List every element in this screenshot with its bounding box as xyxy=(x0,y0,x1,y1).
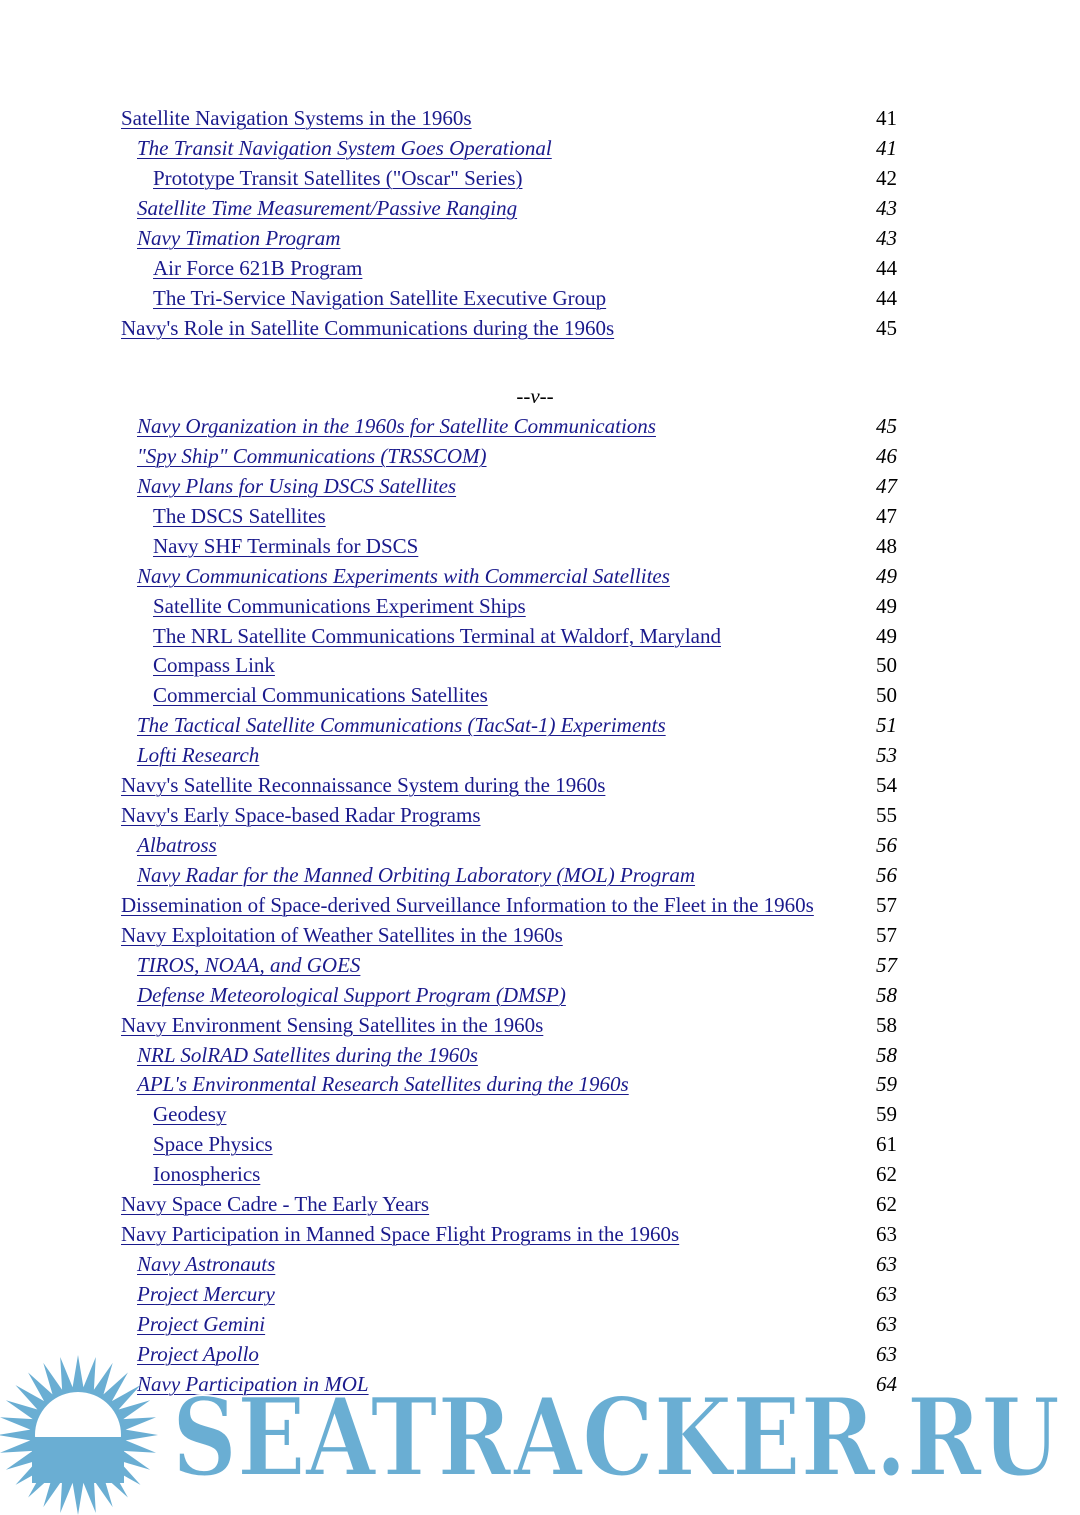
toc-entry[interactable] xyxy=(0,163,1080,193)
toc-entry[interactable] xyxy=(0,770,1080,800)
toc-entry-link[interactable]: Navy SHF Terminals for DSCS xyxy=(153,533,419,558)
toc-entry-link[interactable]: Navy Communications Experiments with Commercial Satellites xyxy=(137,563,670,588)
toc-entry-link[interactable]: Dissemination of Space-derived Surveillance Information to the Fleet in the 1960s xyxy=(121,892,814,917)
toc-entry-link[interactable]: Project Gemini xyxy=(137,1311,266,1336)
toc-entry[interactable] xyxy=(0,441,1080,471)
toc-entry[interactable] xyxy=(0,283,1080,313)
toc-entry-link[interactable]: Navy Environment Sensing Satellites in the 1960s xyxy=(121,1012,544,1037)
toc-entry-link[interactable]: Compass Link xyxy=(153,653,275,678)
toc-entry-page-number: 56 xyxy=(876,833,897,858)
toc-entry[interactable] xyxy=(0,1040,1080,1070)
toc-entry-link[interactable]: Space Physics xyxy=(153,1132,273,1157)
toc-entry-page-number: 64 xyxy=(876,1371,897,1396)
toc-entry-page-number: 42 xyxy=(876,165,897,190)
toc-entry-link[interactable]: Satellite Navigation Systems in the 1960s xyxy=(121,106,472,130)
toc-entry-link[interactable]: The Tri-Service Navigation Satellite Executive Group xyxy=(153,285,607,310)
toc-entry-page-number: 63 xyxy=(876,1252,897,1277)
toc-entry-link[interactable]: "Spy Ship" Communications (TRSSCOM) xyxy=(137,443,487,468)
toc-entry-link[interactable]: The Tactical Satellite Communications (TacSat-1) Experiments xyxy=(137,713,666,738)
toc-entry-link[interactable]: Navy's Role in Satellite Communications during the 1960s xyxy=(121,315,615,340)
sun-horizon xyxy=(32,1437,124,1483)
toc-entry-page-number: 50 xyxy=(876,683,897,708)
toc-entry-page-number: 57 xyxy=(876,952,897,977)
toc-entry-link[interactable]: Satellite Time Measurement/Passive Ranging xyxy=(137,195,518,220)
toc-entry-page-number: 49 xyxy=(876,593,897,618)
toc-entry[interactable] xyxy=(0,1219,1080,1249)
toc-entry-link[interactable]: Albatross xyxy=(137,833,217,858)
sun-burst-icon xyxy=(0,1355,158,1515)
toc-entry-page-number: 43 xyxy=(876,195,897,220)
toc-entry-page-number: 62 xyxy=(876,1162,897,1187)
toc-entry[interactable] xyxy=(0,1249,1080,1279)
toc-entry-link[interactable]: Navy Space Cadre - The Early Years xyxy=(121,1192,430,1217)
toc-entry-page-number: 55 xyxy=(876,803,897,828)
toc-entry-page-number: 44 xyxy=(876,255,897,280)
toc-entry-page-number: 62 xyxy=(876,1192,897,1217)
toc-entry[interactable] xyxy=(0,860,1080,890)
toc-entry[interactable] xyxy=(0,1309,1080,1339)
page-number-marker xyxy=(0,381,1070,411)
toc-entry[interactable] xyxy=(0,920,1080,950)
toc-entry-link[interactable]: Navy Plans for Using DSCS Satellites xyxy=(137,473,457,498)
toc-entry-page-number: 43 xyxy=(876,225,897,250)
toc-entry-link[interactable]: Geodesy xyxy=(153,1102,227,1127)
toc-entry-page-number: 57 xyxy=(876,892,897,917)
toc-entry-page-number: 47 xyxy=(876,473,897,498)
page-marker-prefix: -- xyxy=(516,384,531,408)
toc-entry-link[interactable]: The Transit Navigation System Goes Operational xyxy=(137,135,552,160)
toc-entry-page-number: 41 xyxy=(876,135,897,160)
toc-entry-page-number: 46 xyxy=(876,443,897,468)
toc-entry-page-number: 63 xyxy=(876,1341,897,1366)
toc-entry[interactable] xyxy=(0,103,1080,133)
toc-entry[interactable] xyxy=(0,193,1080,223)
toc-entry[interactable] xyxy=(0,1159,1080,1189)
toc-entry-page-number: 45 xyxy=(876,315,897,340)
toc-entry-page-number: 44 xyxy=(876,285,897,310)
toc-entry[interactable] xyxy=(0,650,1080,680)
toc-entry-link[interactable]: The NRL Satellite Communications Terminal at Waldorf, Maryland xyxy=(153,623,721,648)
toc-entry[interactable] xyxy=(0,411,1080,441)
toc-entry[interactable] xyxy=(0,890,1080,920)
toc-entry[interactable] xyxy=(0,680,1080,710)
toc-entry-link[interactable]: APL's Environmental Research Satellites during the 1960s xyxy=(137,1072,629,1097)
toc-entry-link[interactable]: Navy Exploitation of Weather Satellites in the 1960s xyxy=(121,922,563,947)
toc-entry-page-number: 54 xyxy=(876,773,897,798)
toc-entry-link[interactable]: Commercial Communications Satellites xyxy=(153,683,488,708)
toc-entry[interactable] xyxy=(0,531,1080,561)
toc-entry[interactable] xyxy=(0,561,1080,591)
toc-entry-link[interactable]: Project Apollo xyxy=(137,1341,259,1366)
toc-entry-link[interactable]: Defense Meteorological Support Program (DMSP) xyxy=(137,982,566,1007)
watermark-graphic xyxy=(0,1355,1080,1515)
toc-entry-link[interactable]: Navy Timation Program xyxy=(137,225,341,250)
toc-entry[interactable] xyxy=(0,1189,1080,1219)
toc-entry-link[interactable]: TIROS, NOAA, and GOES xyxy=(137,952,361,977)
toc-entry[interactable] xyxy=(0,1279,1080,1309)
toc-entry-link[interactable]: Satellite Communications Experiment Ships xyxy=(153,593,526,618)
toc-entry-link[interactable]: The DSCS Satellites xyxy=(153,503,326,528)
toc-entry-page-number: 56 xyxy=(876,862,897,887)
toc-entry-page-number: 45 xyxy=(876,414,897,438)
toc-entry[interactable] xyxy=(0,800,1080,830)
toc-entry-page-number: 50 xyxy=(876,653,897,678)
toc-entry-page-number: 58 xyxy=(876,1012,897,1037)
toc-entry-link[interactable]: Navy's Early Space-based Radar Programs xyxy=(121,803,481,828)
toc-entry-page-number: 49 xyxy=(876,563,897,588)
toc-entry[interactable] xyxy=(0,1069,1080,1099)
page-marker-suffix: -- xyxy=(539,384,554,408)
toc-entry-page-number: 58 xyxy=(876,982,897,1007)
toc-entry-link[interactable]: Navy's Satellite Reconnaissance System during the 1960s xyxy=(121,773,606,798)
toc-entry-link[interactable]: Lofti Research xyxy=(137,743,260,768)
toc-entry-page-number: 58 xyxy=(876,1042,897,1067)
toc-entry-link[interactable]: Project Mercury xyxy=(137,1281,275,1306)
toc-entry[interactable] xyxy=(0,950,1080,980)
toc-entry[interactable] xyxy=(0,710,1080,740)
toc-entry[interactable] xyxy=(0,740,1080,770)
toc-entry[interactable] xyxy=(0,133,1080,163)
toc-entry[interactable] xyxy=(0,223,1080,253)
toc-entry-link[interactable]: Navy Radar for the Manned Orbiting Laboratory (MOL) Program xyxy=(137,862,696,887)
toc-entry[interactable] xyxy=(0,980,1080,1010)
toc-entry[interactable] xyxy=(0,471,1080,501)
toc-entry[interactable] xyxy=(0,830,1080,860)
toc-entry-page-number: 47 xyxy=(876,503,897,528)
toc-entry[interactable] xyxy=(0,591,1080,621)
toc-entry[interactable] xyxy=(0,1129,1080,1159)
page-marker-numeral: v xyxy=(530,384,540,408)
toc-entry-page-number: 63 xyxy=(876,1222,897,1247)
toc-entry-page-number: 51 xyxy=(876,713,897,738)
toc-entry-page-number: 48 xyxy=(876,533,897,558)
toc-entry-page-number: 63 xyxy=(876,1311,897,1336)
toc-entry-link[interactable]: Navy Organization in the 1960s for Satellite Communications xyxy=(137,414,656,438)
toc-entry-page-number: 61 xyxy=(876,1132,897,1157)
toc-entry[interactable] xyxy=(0,621,1080,651)
toc-entry-page-number: 63 xyxy=(876,1281,897,1306)
toc-entry-page-number: 41 xyxy=(876,106,897,130)
watermark xyxy=(0,1355,1080,1515)
toc-entry-link[interactable]: Navy Participation in Manned Space Flight Programs in the 1960s xyxy=(121,1222,680,1247)
toc-entry-link[interactable]: Navy Astronauts xyxy=(137,1252,276,1277)
toc-entry[interactable] xyxy=(0,1099,1080,1129)
toc-entry-link[interactable]: Ionospherics xyxy=(153,1162,261,1187)
toc-entry-page-number: 53 xyxy=(876,743,897,768)
toc-entry[interactable] xyxy=(0,501,1080,531)
toc-entry[interactable] xyxy=(0,1010,1080,1040)
toc-entry[interactable] xyxy=(0,253,1080,283)
toc-entry-page-number: 59 xyxy=(876,1072,897,1097)
toc-entry-page-number: 57 xyxy=(876,922,897,947)
toc-entry-link[interactable]: Prototype Transit Satellites ("Oscar" Series) xyxy=(153,165,523,190)
toc-entry-link[interactable]: Navy Participation in MOL xyxy=(137,1371,369,1396)
watermark-text: SEATRACKER.RU xyxy=(172,1375,1060,1501)
toc-entry-page-number: 59 xyxy=(876,1102,897,1127)
toc-entry-page-number: 49 xyxy=(876,623,897,648)
toc-entry-link[interactable]: NRL SolRAD Satellites during the 1960s xyxy=(137,1042,478,1067)
toc-entry-link[interactable]: Air Force 621B Program xyxy=(153,255,363,280)
toc-entry[interactable] xyxy=(0,313,1080,343)
